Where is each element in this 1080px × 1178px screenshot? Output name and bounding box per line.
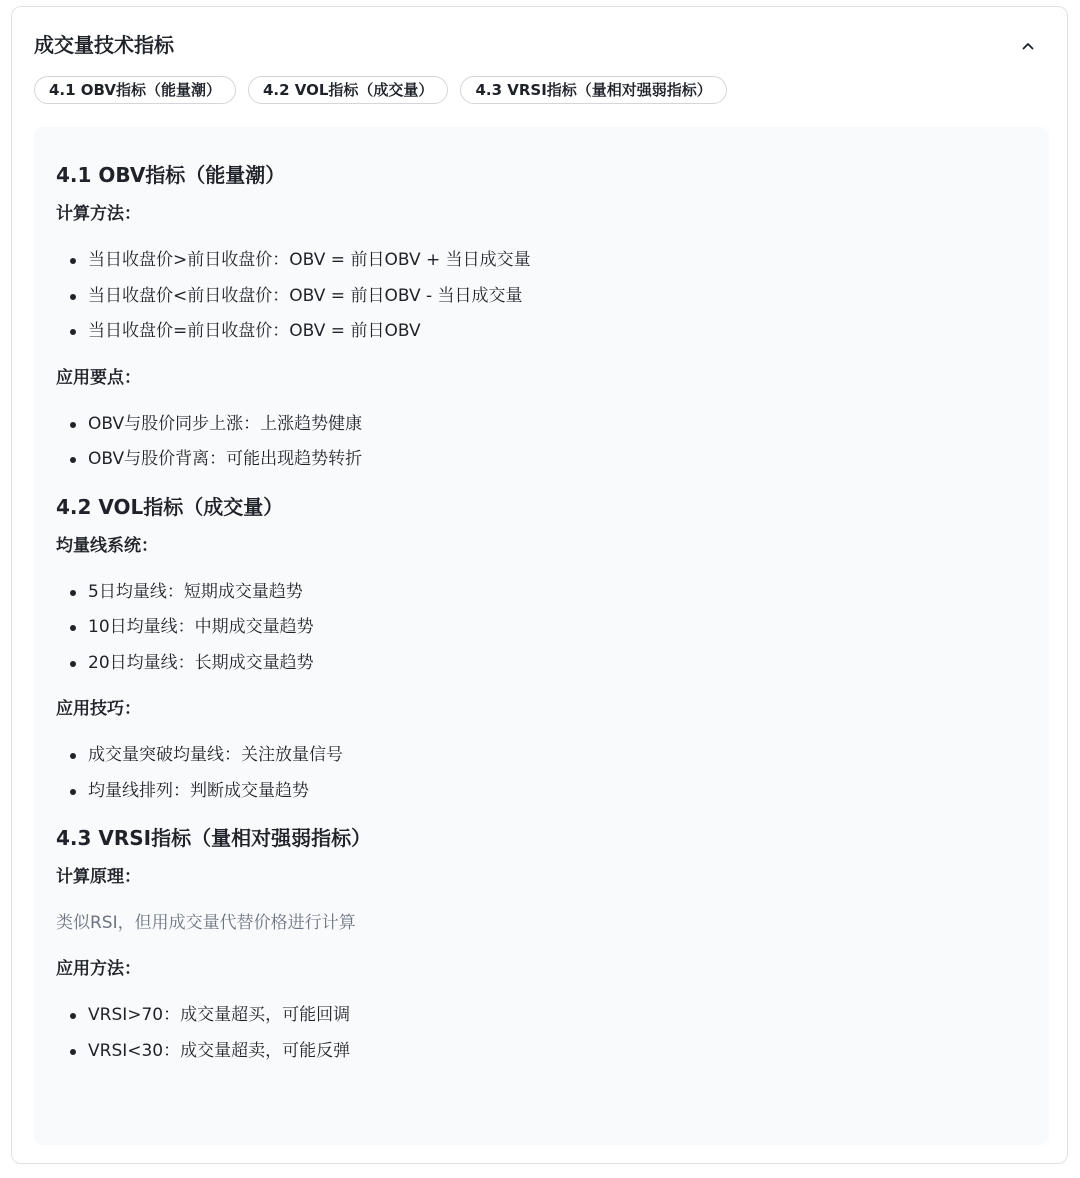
list-item: OBV与股价背离：可能出现趋势转折 (56, 442, 1027, 478)
subtitle-obv-method: 计算方法： (56, 204, 141, 224)
list-obv-method (56, 243, 1027, 350)
subtitle-vol-system: 均量线系统： (56, 535, 158, 556)
section-title-vrsi: 4.3 VRSI指标（量相对强弱指标） (56, 826, 372, 850)
vrsi-principle-text: 类似RSI，但用成交量代替价格进行计算 (56, 913, 356, 933)
list-item: 5日均量线：短期成交量趋势 (56, 575, 1027, 611)
section-chips (34, 76, 727, 104)
list-obv-usage (56, 407, 1027, 478)
indicator-card (11, 6, 1068, 1164)
collapse-toggle-button[interactable] (1015, 33, 1041, 59)
content-panel (34, 127, 1049, 1145)
list-item: VRSI>70：成交量超买，可能回调 (56, 998, 1027, 1034)
subtitle-vol-tips: 应用技巧： (56, 699, 141, 719)
list-vrsi-usage (56, 998, 1027, 1069)
list-item: 当日收盘价=前日收盘价：OBV = 前日OBV (56, 314, 1027, 350)
list-item: 当日收盘价>前日收盘价：OBV = 前日OBV + 当日成交量 (56, 243, 1027, 279)
chip-obv[interactable]: 4.1 OBV指标（能量潮） (34, 76, 236, 104)
subtitle-vrsi-usage: 应用方法： (56, 959, 141, 979)
list-item: VRSI<30：成交量超卖，可能反弹 (56, 1034, 1027, 1070)
subtitle-obv-usage: 应用要点： (56, 367, 141, 388)
list-item: OBV与股价同步上涨：上涨趋势健康 (56, 407, 1027, 443)
list-item: 当日收盘价<前日收盘价：OBV = 前日OBV - 当日成交量 (56, 279, 1027, 315)
section-title-vol: 4.2 VOL指标（成交量） (56, 494, 284, 519)
list-item: 均量线排列：判断成交量趋势 (56, 774, 1027, 810)
card-header[interactable] (34, 31, 1045, 61)
content-body (56, 161, 1027, 1069)
list-item: 10日均量线：中期成交量趋势 (56, 610, 1027, 646)
chip-vol[interactable]: 4.2 VOL指标（成交量） (248, 76, 448, 104)
subtitle-vrsi-principle: 计算原理： (56, 867, 141, 887)
card-title: 成交量技术指标 (34, 33, 174, 57)
list-vol-system (56, 575, 1027, 682)
chevron-up-icon (1020, 38, 1036, 54)
list-item: 20日均量线：长期成交量趋势 (56, 646, 1027, 682)
list-vol-tips (56, 738, 1027, 809)
list-item: 成交量突破均量线：关注放量信号 (56, 738, 1027, 774)
chip-vrsi[interactable]: 4.3 VRSI指标（量相对强弱指标） (460, 76, 726, 104)
section-title-obv: 4.1 OBV指标（能量潮） (56, 163, 286, 187)
